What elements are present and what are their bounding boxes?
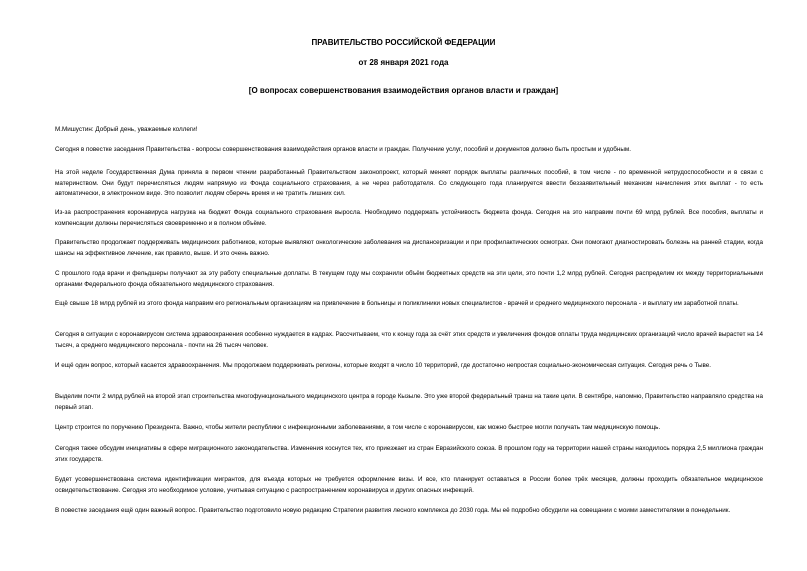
- paragraph: На этой неделе Государственная Дума приняла в первом чтении разработанный Правительством законопроект, который меняет порядок выплаты различных пособий, в том числе - по временной нетрудоспособности и в связи с материнством. Они будут перечисляться людям напрямую из Фонда социального страхования, а не через работодателя. Со следующего года планируется ввести беззаявительный механизм начисления этих выплат - то есть автоматически, в электронном виде. Это позволит людям сберечь время и не тратить лишних сил.: [55, 169, 763, 197]
- paragraph: И ещё один вопрос, который касается здравоохранения. Мы продолжаем поддерживать регионы, которые входят в число 10 территорий, где достаточно непростая социально-экономическая ситуация. Сегодня речь о Тыве.: [55, 362, 712, 369]
- paragraph: С прошлого года врачи и фельдшеры получают за эту работу специальные доплаты. В текущем году мы сохранили объём бюджетных средств на эти цели, это почти 1,2 млрд рублей. Сегодня распределим их между территориальными органами Федерального фонда обязательного медицинского страхования.: [55, 270, 763, 288]
- document-date: от 28 января 2021 года: [358, 58, 449, 67]
- paragraph: Сегодня в повестке заседания Правительства - вопросы совершенствования взаимодействия органов власти и граждан. Получение услуг, пособий и документов должно быть простым и удобным.: [55, 146, 631, 153]
- paragraph: Из-за распространения коронавируса нагрузка на бюджет Фонда социального страхования выросла. Необходимо поддержать устойчивость бюджета фонда. Сегодня на это направим почти 69 млрд рублей. Все пособия, выплаты и компенсации должны перечисляться своевременно и в полном объёме.: [55, 209, 763, 227]
- paragraph: Ещё свыше 18 млрд рублей из этого фонда направим его региональным организациям на привлечение в больницы и поликлиники новых специалистов - врачей и среднего медицинского персонала - и выплату им заработной платы.: [55, 300, 739, 307]
- paragraph: Сегодня в ситуации с коронавирусом система здравоохранения особенно нуждается в кадрах. Рассчитываем, что к концу года за счёт этих средств и увеличения фондов оплаты труда медицинских организаций число врачей вырастет на 14 тысяч, а среднего медицинского персонала - почти на 26 тысяч человек.: [55, 331, 763, 349]
- paragraph: М.Мишустин: Добрый день, уважаемые коллеги!: [55, 126, 198, 133]
- paragraph: Сегодня также обсудим инициативы в сфере миграционного законодательства. Изменения коснутся тех, кто приезжает из стран Евразийского союза. В прошлом году на территории нашей страны находилось порядка 2,5 миллиона граждан этих государств.: [55, 445, 763, 463]
- paragraph: Центр строится по поручению Президента. Важно, чтобы жители республики с инфекционными заболеваниями, в том числе с коронавирусом, как можно быстрее могли получать там медицинскую помощь.: [55, 424, 661, 431]
- paragraph: Правительство продолжает поддерживать медицинских работников, которые выявляют онкологические заболевания на диспансеризации и при профилактических осмотрах. Они помогают диагностировать болезнь на ранней стадии, когда шансы на эффективное лечение, как правило, выше. И это очень важно.: [55, 239, 763, 257]
- document-org-title: ПРАВИТЕЛЬСТВО РОССИЙСКОЙ ФЕДЕРАЦИИ: [311, 38, 496, 47]
- document-topic: [О вопросах совершенствования взаимодействия органов власти и граждан]: [248, 86, 559, 95]
- paragraph: В повестке заседания ещё один важный вопрос. Правительство подготовило новую редакцию Стратегии развития лесного комплекса до 2030 года. Мы её подробно обсудили на совещании с моими заместителями в понедельник.: [55, 507, 731, 514]
- paragraph: Выделим почти 2 млрд рублей на второй этап строительства многофункционального медицинского центра в городе Кызыле. Это уже второй федеральный транш на такие цели. В сентябре, напомню, Правительство направляло средства на первый этап.: [55, 393, 763, 411]
- paragraph: Будет усовершенствована система идентификации мигрантов, для въезда которых не требуется оформление визы. И все, кто планирует оставаться в России более трёх месяцев, должны проходить обязательное медицинское освидетельствование. Сегодня это необходимое условие, учитывая ситуацию с распространением коронавируса и других опасных инфекций.: [55, 476, 763, 494]
